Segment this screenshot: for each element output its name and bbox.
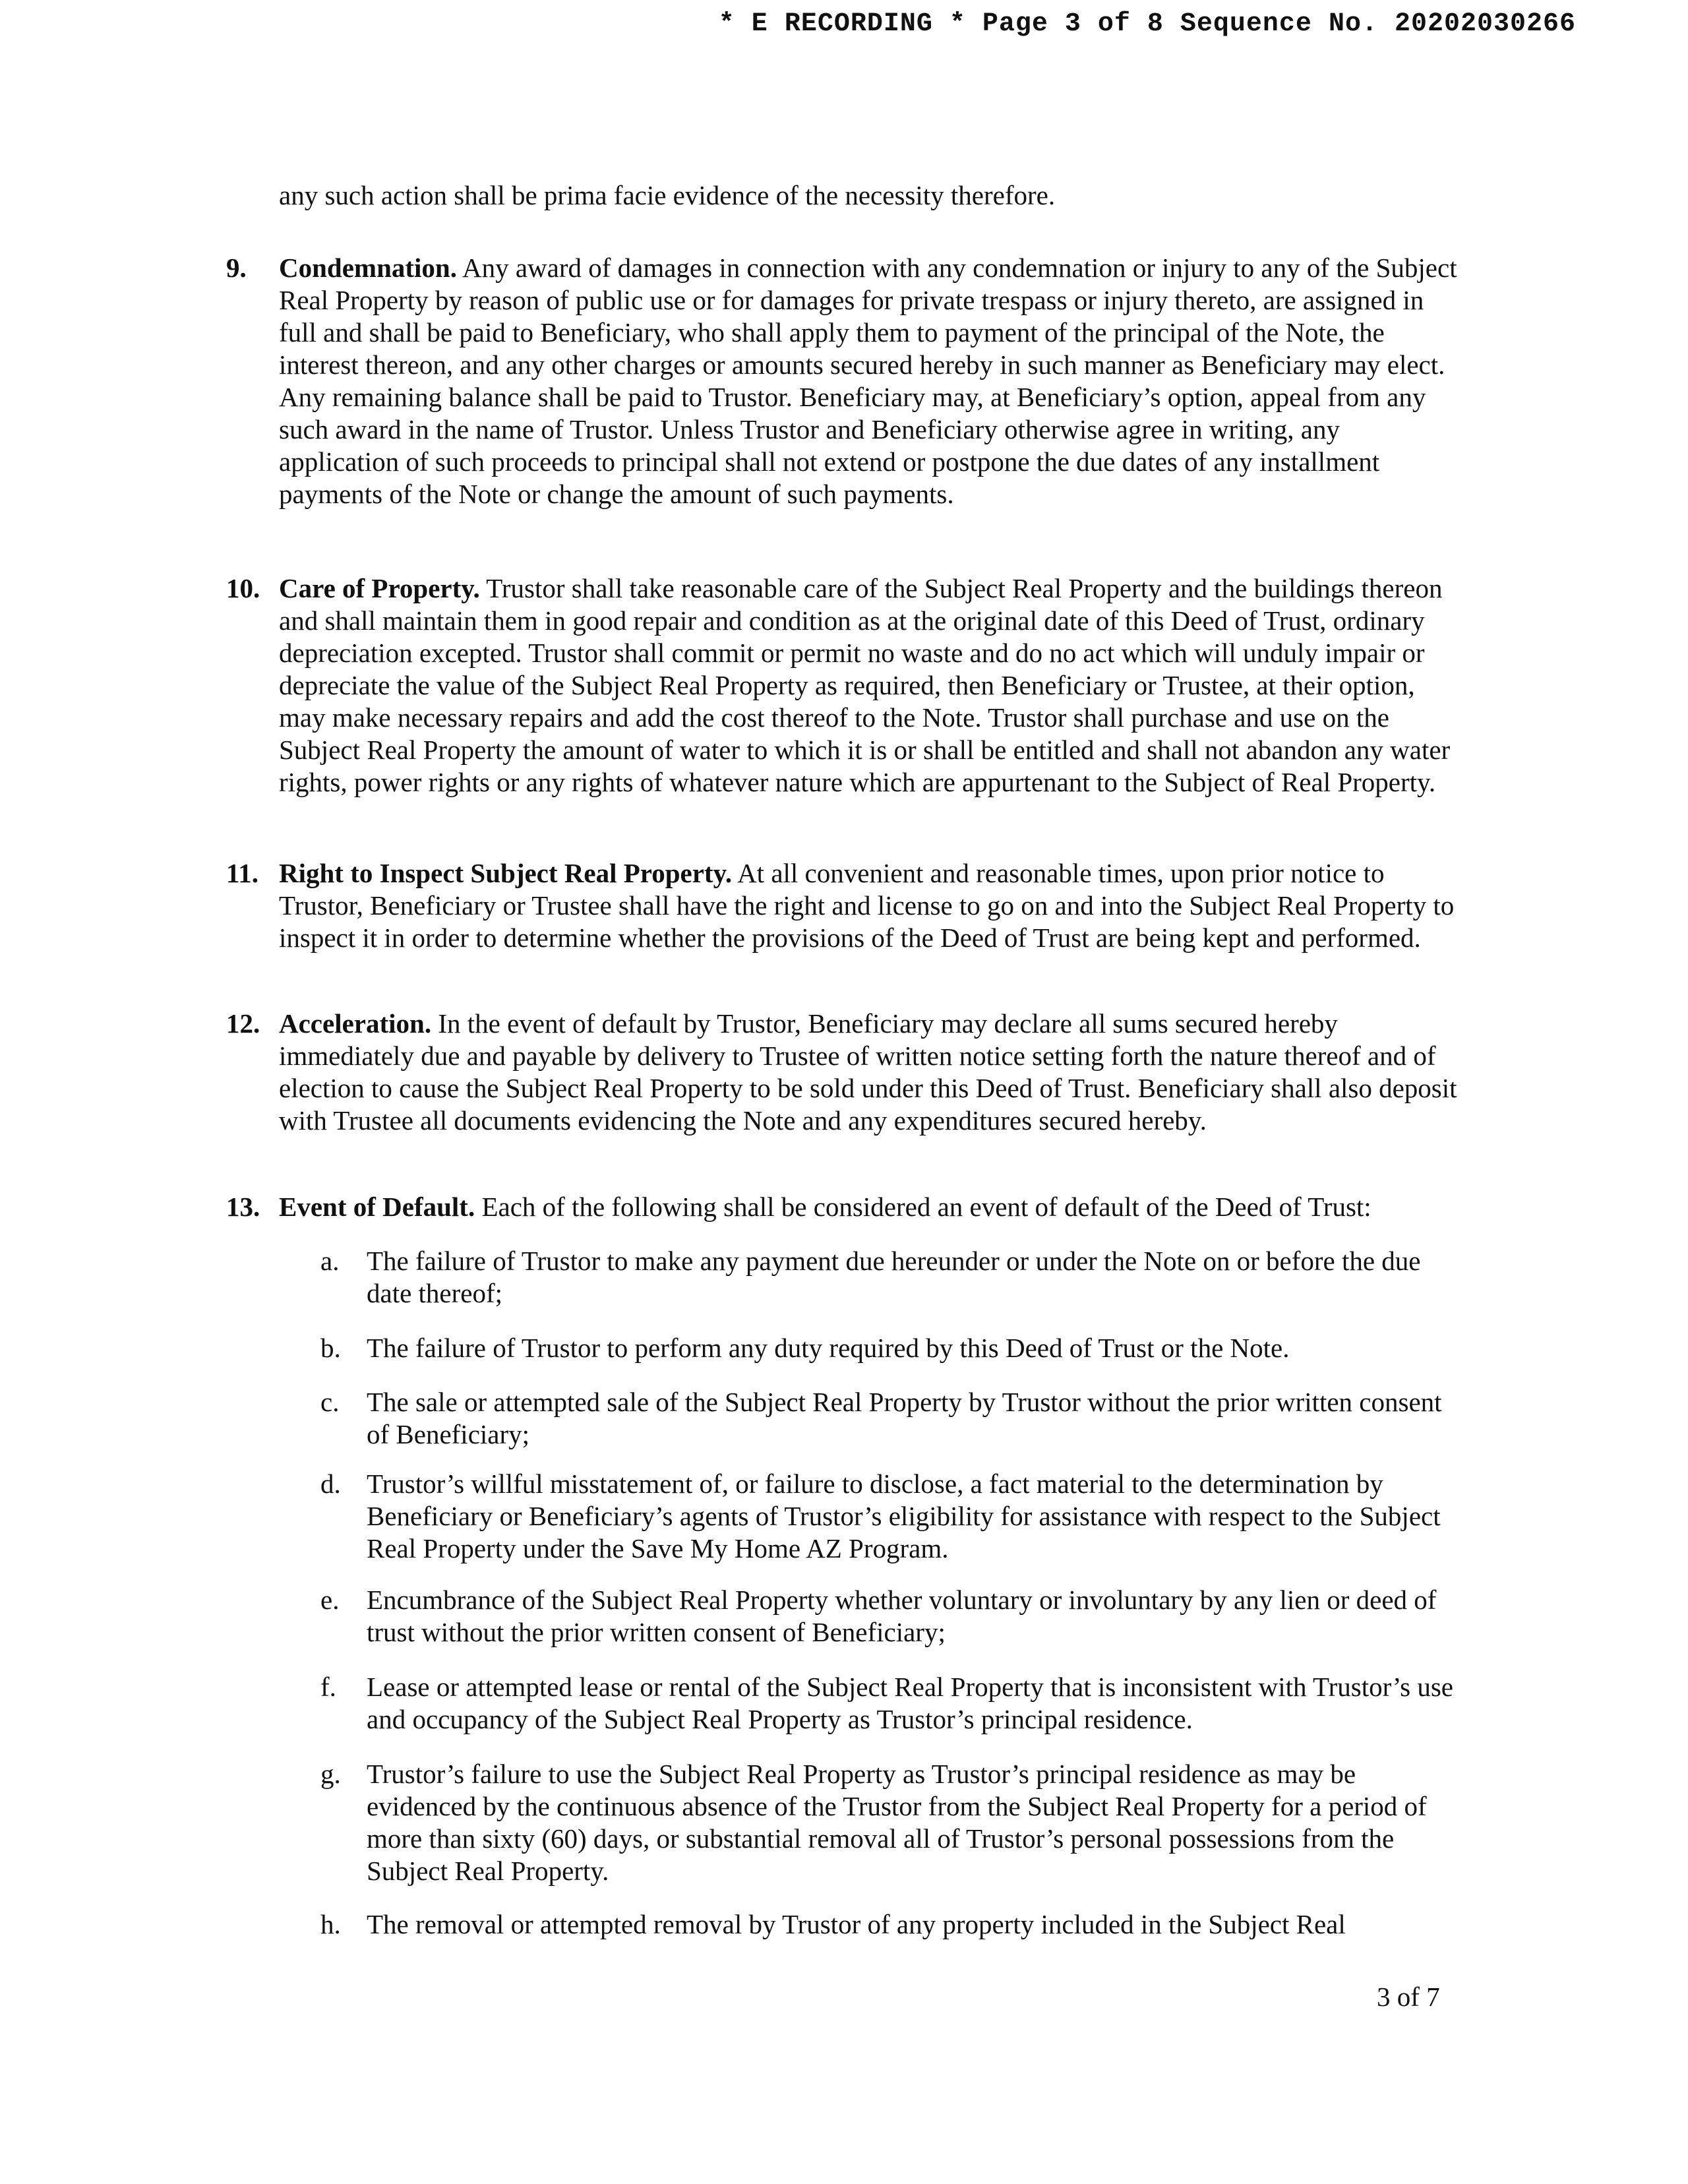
section-title: Condemnation. — [279, 253, 457, 283]
recording-header: * E RECORDING * Page 3 of 8 Sequence No. 20202030266 — [718, 9, 1576, 39]
default-event-a — [320, 1245, 1455, 1310]
section-11-right-to-inspect — [226, 857, 1466, 954]
section-text: Any award of damages in connection with any condemnation or injury to any of the Subject Real Property by reason of public use or for damages for private trespass or injury thereto, are assigned in full and shall be paid to Beneficiary, who shall apply them to payment of the principal of the Note, the interest thereon, and any other charges or amounts secured hereby in such manner as Beneficiary may elect. Any remaining balance shall be paid to Trustor. Beneficiary may, at Beneficiary’s option, appeal from any such award in the name of Trustor. Unless Trustor and Beneficiary otherwise agree in writing, any application of such proceeds to principal shall not extend or postpone the due dates of any installment payments of the Note or change the amount of such payments. — [279, 253, 1457, 509]
page-number: 3 of 7 — [1377, 1982, 1440, 2012]
section-title: Right to Inspect Subject Real Property. — [279, 858, 733, 888]
list-letter: f. — [320, 1672, 336, 1702]
list-item-text: The removal or attempted removal by Trustor of any property included in the Subject Real — [367, 1909, 1346, 1939]
section-text: Each of the following shall be considered an event of default of the Deed of Trust: — [475, 1192, 1372, 1222]
section-10-care-of-property — [226, 572, 1466, 799]
section-9-condemnation — [226, 252, 1466, 510]
default-event-f — [320, 1671, 1455, 1736]
list-letter: b. — [320, 1333, 341, 1363]
section-12-acceleration — [226, 1008, 1466, 1137]
section-number: 11. — [226, 858, 258, 888]
list-letter: a. — [320, 1246, 340, 1276]
list-letter: h. — [320, 1909, 341, 1939]
list-item-text: Trustor’s willful misstatement of, or failure to disclose, a fact material to the determination by Beneficiary or Beneficiary’s agents of Trustor’s eligibility for assistance with respect to the Subject Real Property under the Save My Home AZ Program. — [367, 1469, 1441, 1563]
section-text: Trustor shall take reasonable care of the Subject Real Property and the buildings thereon and shall maintain them in good repair and condition as at the original date of this Deed of Trust, ordinary depreciation excepted. Trustor shall commit or permit no waste and do no act which will unduly impair or depreciate the value of the Subject Real Property as required, then Beneficiary or Trustee, at their option, may make necessary repairs and add the cost thereof to the Note. Trustor shall purchase and use on the Subject Real Property the amount of water to which it is or shall be entitled and shall not abandon any water rights, power rights or any rights of whatever nature which are appurtenant to the Subject of Real Property. — [279, 573, 1451, 797]
section-title: Acceleration. — [279, 1008, 432, 1039]
list-item-text: The sale or attempted sale of the Subject Real Property by Trustor without the prior written consent of Beneficiary; — [367, 1387, 1442, 1449]
list-item-text: Trustor’s failure to use the Subject Real Property as Trustor’s principal residence as may be evidenced by the continuous absence of the Trustor from the Subject Real Property for a period of more than sixty (60) days, or substantial removal all of Trustor’s personal possessions from the Subject Real Property. — [367, 1759, 1427, 1886]
list-letter: e. — [320, 1585, 340, 1615]
default-event-g — [320, 1758, 1455, 1887]
section-number: 12. — [226, 1008, 260, 1039]
default-event-d — [320, 1468, 1455, 1565]
list-item-text: The failure of Trustor to make any payment due hereunder or under the Note on or before the due date thereof; — [367, 1246, 1421, 1308]
section-title: Care of Property. — [279, 573, 480, 603]
list-letter: g. — [320, 1759, 341, 1789]
default-event-e — [320, 1584, 1455, 1649]
list-item-text: Lease or attempted lease or rental of the Subject Real Property that is inconsistent with Trustor’s use and occupancy of the Subject Real Property as Trustor’s principal residence. — [367, 1672, 1454, 1734]
section-title: Event of Default. — [279, 1192, 475, 1222]
section-number: 10. — [226, 573, 260, 603]
continued-paragraph: any such action shall be prima facie evidence of the necessity therefore. — [279, 180, 1056, 210]
list-item-text: Encumbrance of the Subject Real Property whether voluntary or involuntary by any lien or deed of trust without the prior written consent of Beneficiary; — [367, 1585, 1437, 1647]
section-13-event-of-default — [226, 1191, 1466, 1223]
section-number: 9. — [226, 253, 247, 283]
list-item-text: The failure of Trustor to perform any duty required by this Deed of Trust or the Note. — [367, 1333, 1290, 1363]
list-letter: d. — [320, 1469, 341, 1499]
section-number: 13. — [226, 1192, 260, 1222]
section-text: In the event of default by Trustor, Beneficiary may declare all sums secured hereby immediately due and payable by delivery to Trustee of written notice setting forth the nature thereof and of election to cause the Subject Real Property to be sold under this Deed of Trust. Beneficiary shall also deposit with Trustee all documents evidencing the Note and any expenditures secured hereby. — [279, 1008, 1457, 1136]
list-letter: c. — [320, 1387, 340, 1417]
default-event-b — [320, 1332, 1455, 1364]
default-event-h — [320, 1908, 1455, 1941]
default-event-c — [320, 1386, 1455, 1451]
section-text: At all convenient and reasonable times, upon prior notice to Trustor, Beneficiary or Trustee shall have the right and license to go on and into the Subject Real Property to inspect it in order to determine whether the provisions of the Deed of Trust are being kept and performed. — [279, 858, 1455, 953]
